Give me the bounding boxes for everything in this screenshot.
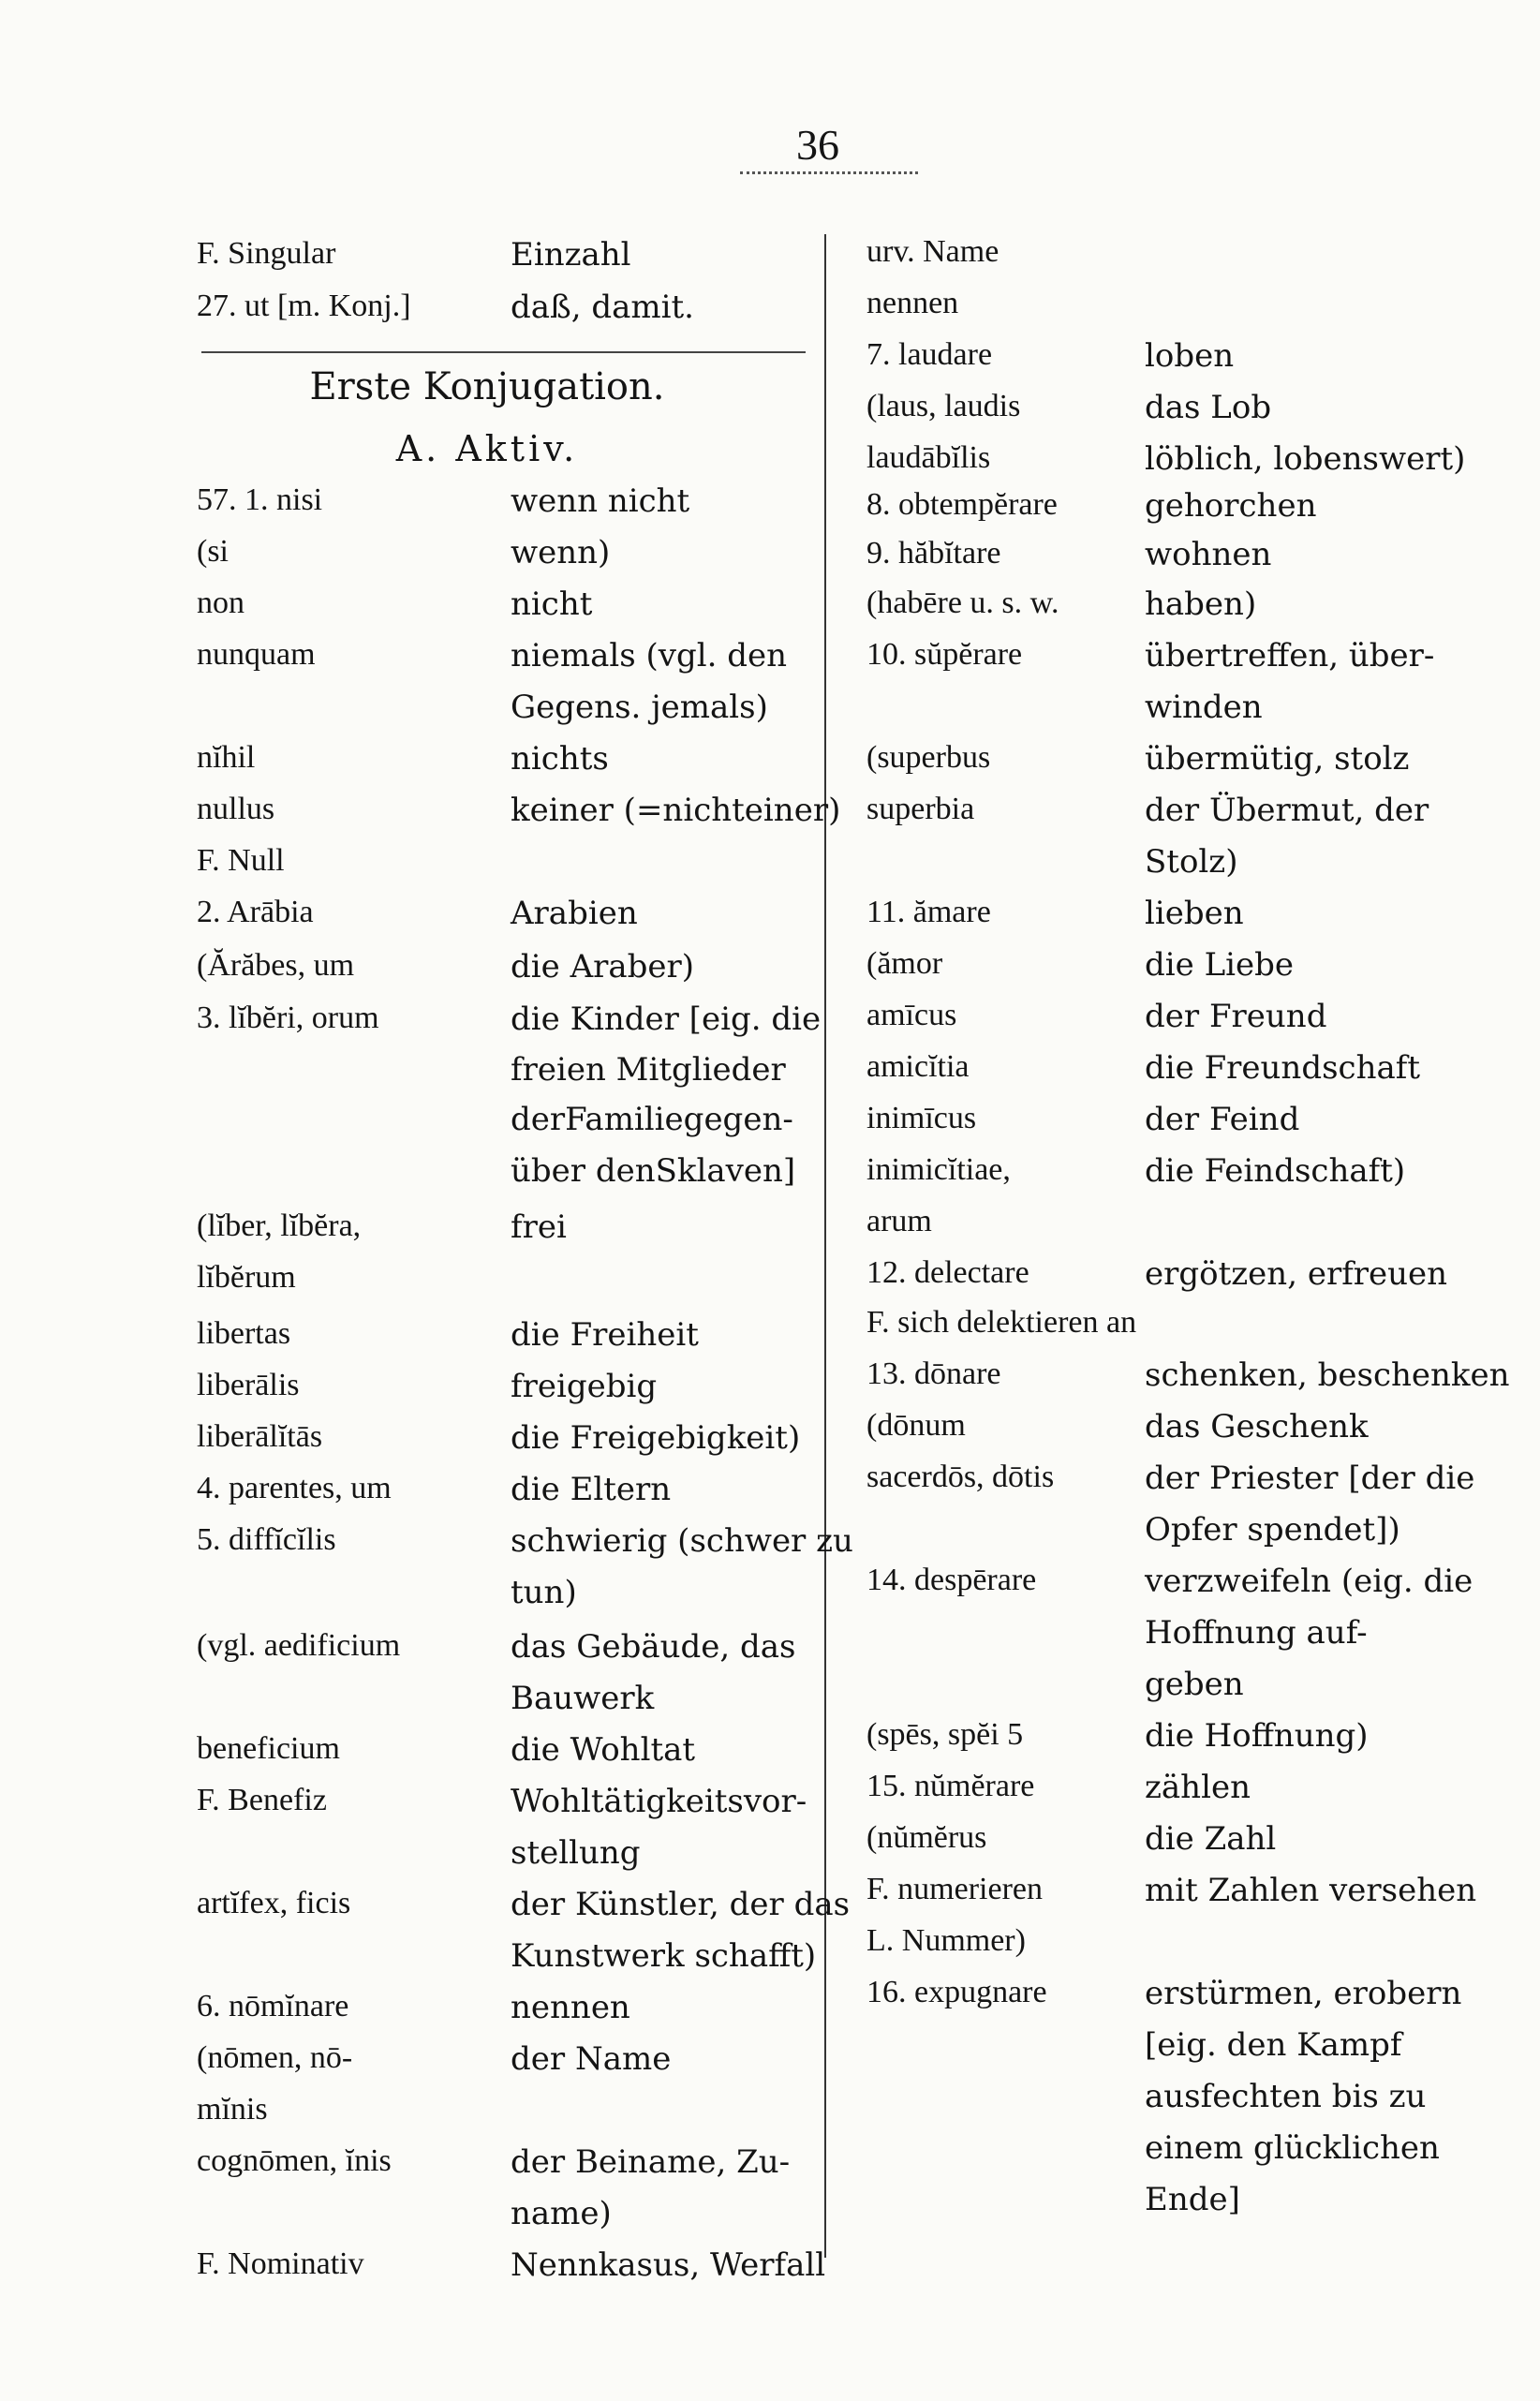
german-translation: schenken, beschenken <box>1145 1356 1510 1394</box>
german-translation: zählen <box>1145 1769 1251 1806</box>
latin-term: 10. sŭpĕrare <box>866 637 1023 672</box>
latin-term: 16. expugnare <box>866 1975 1047 2009</box>
latin-term: 15. nŭmĕrare <box>866 1769 1035 1803</box>
german-translation: ausfechten bis zu <box>1145 2078 1427 2115</box>
latin-term: liberālis <box>197 1368 300 1402</box>
german-translation: winden <box>1145 689 1263 726</box>
page-number-ornament <box>740 171 918 174</box>
german-translation: haben) <box>1145 585 1257 623</box>
latin-term: arum <box>866 1204 932 1238</box>
latin-term: F. Singular <box>197 236 336 271</box>
latin-term: L. Nummer) <box>866 1923 1026 1958</box>
german-translation: verzweifeln (eig. die <box>1145 1563 1473 1600</box>
latin-term: cognōmen, ĭnis <box>197 2143 392 2178</box>
german-translation: nichts <box>511 740 609 778</box>
latin-term: 6. nōmĭnare <box>197 1989 349 2023</box>
german-translation: die Kinder [eig. die <box>511 1000 822 1038</box>
latin-term: 2. Arābia <box>197 895 314 929</box>
latin-term: libertas <box>197 1316 291 1351</box>
german-translation: der Freund <box>1145 998 1327 1035</box>
german-translation: die Freiheit <box>511 1316 699 1354</box>
latin-term: inimīcus <box>866 1101 977 1135</box>
latin-term: amicĭtia <box>866 1049 970 1084</box>
latin-term: (lĭber, lĭbĕra, <box>197 1208 362 1243</box>
german-translation: übermütig, stolz <box>1145 740 1410 778</box>
german-translation: die Hoffnung) <box>1145 1717 1369 1755</box>
latin-term: F. sich delektieren an <box>866 1305 1137 1340</box>
section-rule <box>201 351 806 353</box>
latin-term: laudābĭlis <box>866 440 991 475</box>
latin-term: (habēre u. s. w. <box>866 585 1059 620</box>
german-translation: die Freigebigkeit) <box>511 1419 801 1457</box>
german-translation: die Araber) <box>511 948 695 986</box>
latin-term: 4. parentes, um <box>197 1471 392 1505</box>
latin-term: 11. ămare <box>866 895 991 929</box>
german-translation: wenn nicht <box>511 482 690 520</box>
latin-term: nennen <box>866 286 959 320</box>
latin-term: (laus, laudis <box>866 389 1021 423</box>
german-translation: der Künstler, der das <box>511 1886 851 1923</box>
german-translation: lieben <box>1145 895 1244 932</box>
latin-term: (si <box>197 534 229 569</box>
latin-term: 13. dōnare <box>866 1356 1001 1391</box>
german-translation: Opfer spendet]) <box>1145 1511 1400 1549</box>
latin-term: amīcus <box>866 998 957 1032</box>
german-translation: die Wohltat <box>511 1731 696 1769</box>
latin-term: 12. delectare <box>866 1255 1029 1290</box>
page-number: 36 <box>796 121 839 169</box>
german-translation: das Lob <box>1145 389 1272 426</box>
section-title: Erste Konjugation. <box>309 365 665 408</box>
german-translation: Wohltätigkeitsvor- <box>511 1783 807 1820</box>
german-translation: gehorchen <box>1145 487 1317 525</box>
latin-term: (ămor <box>866 946 943 981</box>
german-translation: der Beiname, Zu- <box>511 2143 791 2181</box>
german-translation: das Geschenk <box>1145 1408 1369 1445</box>
german-translation: einem glücklichen <box>1145 2129 1440 2167</box>
latin-term: non <box>197 585 244 620</box>
german-translation: daß, damit. <box>511 289 694 326</box>
latin-term: F. numerieren <box>866 1872 1043 1906</box>
latin-term: F. Nominativ <box>197 2246 364 2281</box>
german-translation: Einzahl <box>511 236 631 274</box>
german-translation: wenn) <box>511 534 611 571</box>
german-translation: die Eltern <box>511 1471 672 1508</box>
latin-term: nĭhil <box>197 740 256 775</box>
latin-term: artĭfex, ficis <box>197 1886 351 1920</box>
german-translation: loben <box>1145 337 1235 375</box>
german-translation: tun) <box>511 1574 577 1611</box>
german-translation: der Feind <box>1145 1101 1300 1138</box>
german-translation: über denSklaven] <box>511 1152 796 1190</box>
latin-term: (Ărăbes, um <box>197 948 355 983</box>
german-translation: freien Mitglieder <box>511 1051 786 1089</box>
latin-term: 8. obtempĕrare <box>866 487 1058 522</box>
latin-term: mĭnis <box>197 2092 268 2127</box>
latin-term: nunquam <box>197 637 316 672</box>
latin-term: (spēs, spĕi 5 <box>866 1717 1024 1752</box>
column-divider <box>824 234 826 2258</box>
latin-term: (dōnum <box>866 1408 966 1443</box>
german-translation: die Zahl <box>1145 1820 1277 1858</box>
german-translation: freigebig <box>511 1368 658 1405</box>
latin-term: inimicĭtiae, <box>866 1152 1011 1187</box>
german-translation: [eig. den Kampf <box>1145 2026 1402 2064</box>
latin-term: nullus <box>197 792 275 826</box>
german-translation: nicht <box>511 585 593 623</box>
german-translation: der Name <box>511 2040 672 2078</box>
latin-term: (superbus <box>866 740 991 775</box>
latin-term: (vgl. aedificium <box>197 1628 401 1663</box>
latin-term: F. Benefiz <box>197 1783 327 1817</box>
latin-term: 14. despērare <box>866 1563 1037 1597</box>
latin-term: 57. 1. nisi <box>197 482 323 517</box>
latin-term: 5. diffĭcĭlis <box>197 1522 336 1557</box>
german-translation: Ende] <box>1145 2181 1240 2218</box>
german-translation: Hoffnung auf- <box>1145 1614 1368 1652</box>
german-translation: keiner (=nichteiner) <box>511 792 841 829</box>
german-translation: niemals (vgl. den <box>511 637 788 674</box>
german-translation: die Freundschaft <box>1145 1049 1420 1087</box>
latin-term: lĭbĕrum <box>197 1260 296 1295</box>
german-translation: Nennkasus, Werfall <box>511 2246 826 2284</box>
german-translation: erstürmen, erobern <box>1145 1975 1462 2012</box>
latin-term: (nŭmĕrus <box>866 1820 987 1855</box>
german-translation: schwierig (schwer zu <box>511 1522 853 1560</box>
latin-term: sacerdōs, dōtis <box>866 1460 1055 1494</box>
german-translation: Bauwerk <box>511 1680 655 1717</box>
german-translation: das Gebäude, das <box>511 1628 796 1666</box>
latin-term: 3. lĭbĕri, orum <box>197 1000 379 1035</box>
latin-term: urv. Name <box>866 234 1000 269</box>
german-translation: übertreffen, über- <box>1145 637 1435 674</box>
german-translation: mit Zahlen versehen <box>1145 1872 1477 1909</box>
latin-term: 27. ut [m. Konj.] <box>197 289 411 323</box>
german-translation: löblich, lobenswert) <box>1145 440 1466 478</box>
latin-term: (nōmen, nō- <box>197 2040 353 2075</box>
latin-term: liberālĭtās <box>197 1419 323 1454</box>
latin-term: F. Null <box>197 843 285 878</box>
german-translation: Stolz) <box>1145 843 1238 881</box>
latin-term: beneficium <box>197 1731 340 1766</box>
german-translation: frei <box>511 1208 567 1246</box>
german-translation: geben <box>1145 1666 1244 1703</box>
german-translation: der Übermut, der <box>1145 792 1429 829</box>
german-translation: die Liebe <box>1145 946 1295 984</box>
german-translation: name) <box>511 2195 612 2232</box>
german-translation: Kunstwerk schafft) <box>511 1937 817 1975</box>
german-translation: stellung <box>511 1834 641 1872</box>
german-translation: derFamiliegegen- <box>511 1101 793 1138</box>
german-translation: die Feindschaft) <box>1145 1152 1406 1190</box>
german-translation: Arabien <box>511 895 638 932</box>
german-translation: wohnen <box>1145 536 1272 573</box>
section-subtitle: A. Aktiv. <box>395 428 579 469</box>
german-translation: der Priester [der die <box>1145 1460 1475 1497</box>
german-translation: ergötzen, erfreuen <box>1145 1255 1448 1293</box>
latin-term: 7. laudare <box>866 337 993 372</box>
german-translation: Gegens. jemals) <box>511 689 768 726</box>
latin-term: superbia <box>866 792 975 826</box>
latin-term: 9. hăbĭtare <box>866 536 1001 571</box>
german-translation: nennen <box>511 1989 630 2026</box>
